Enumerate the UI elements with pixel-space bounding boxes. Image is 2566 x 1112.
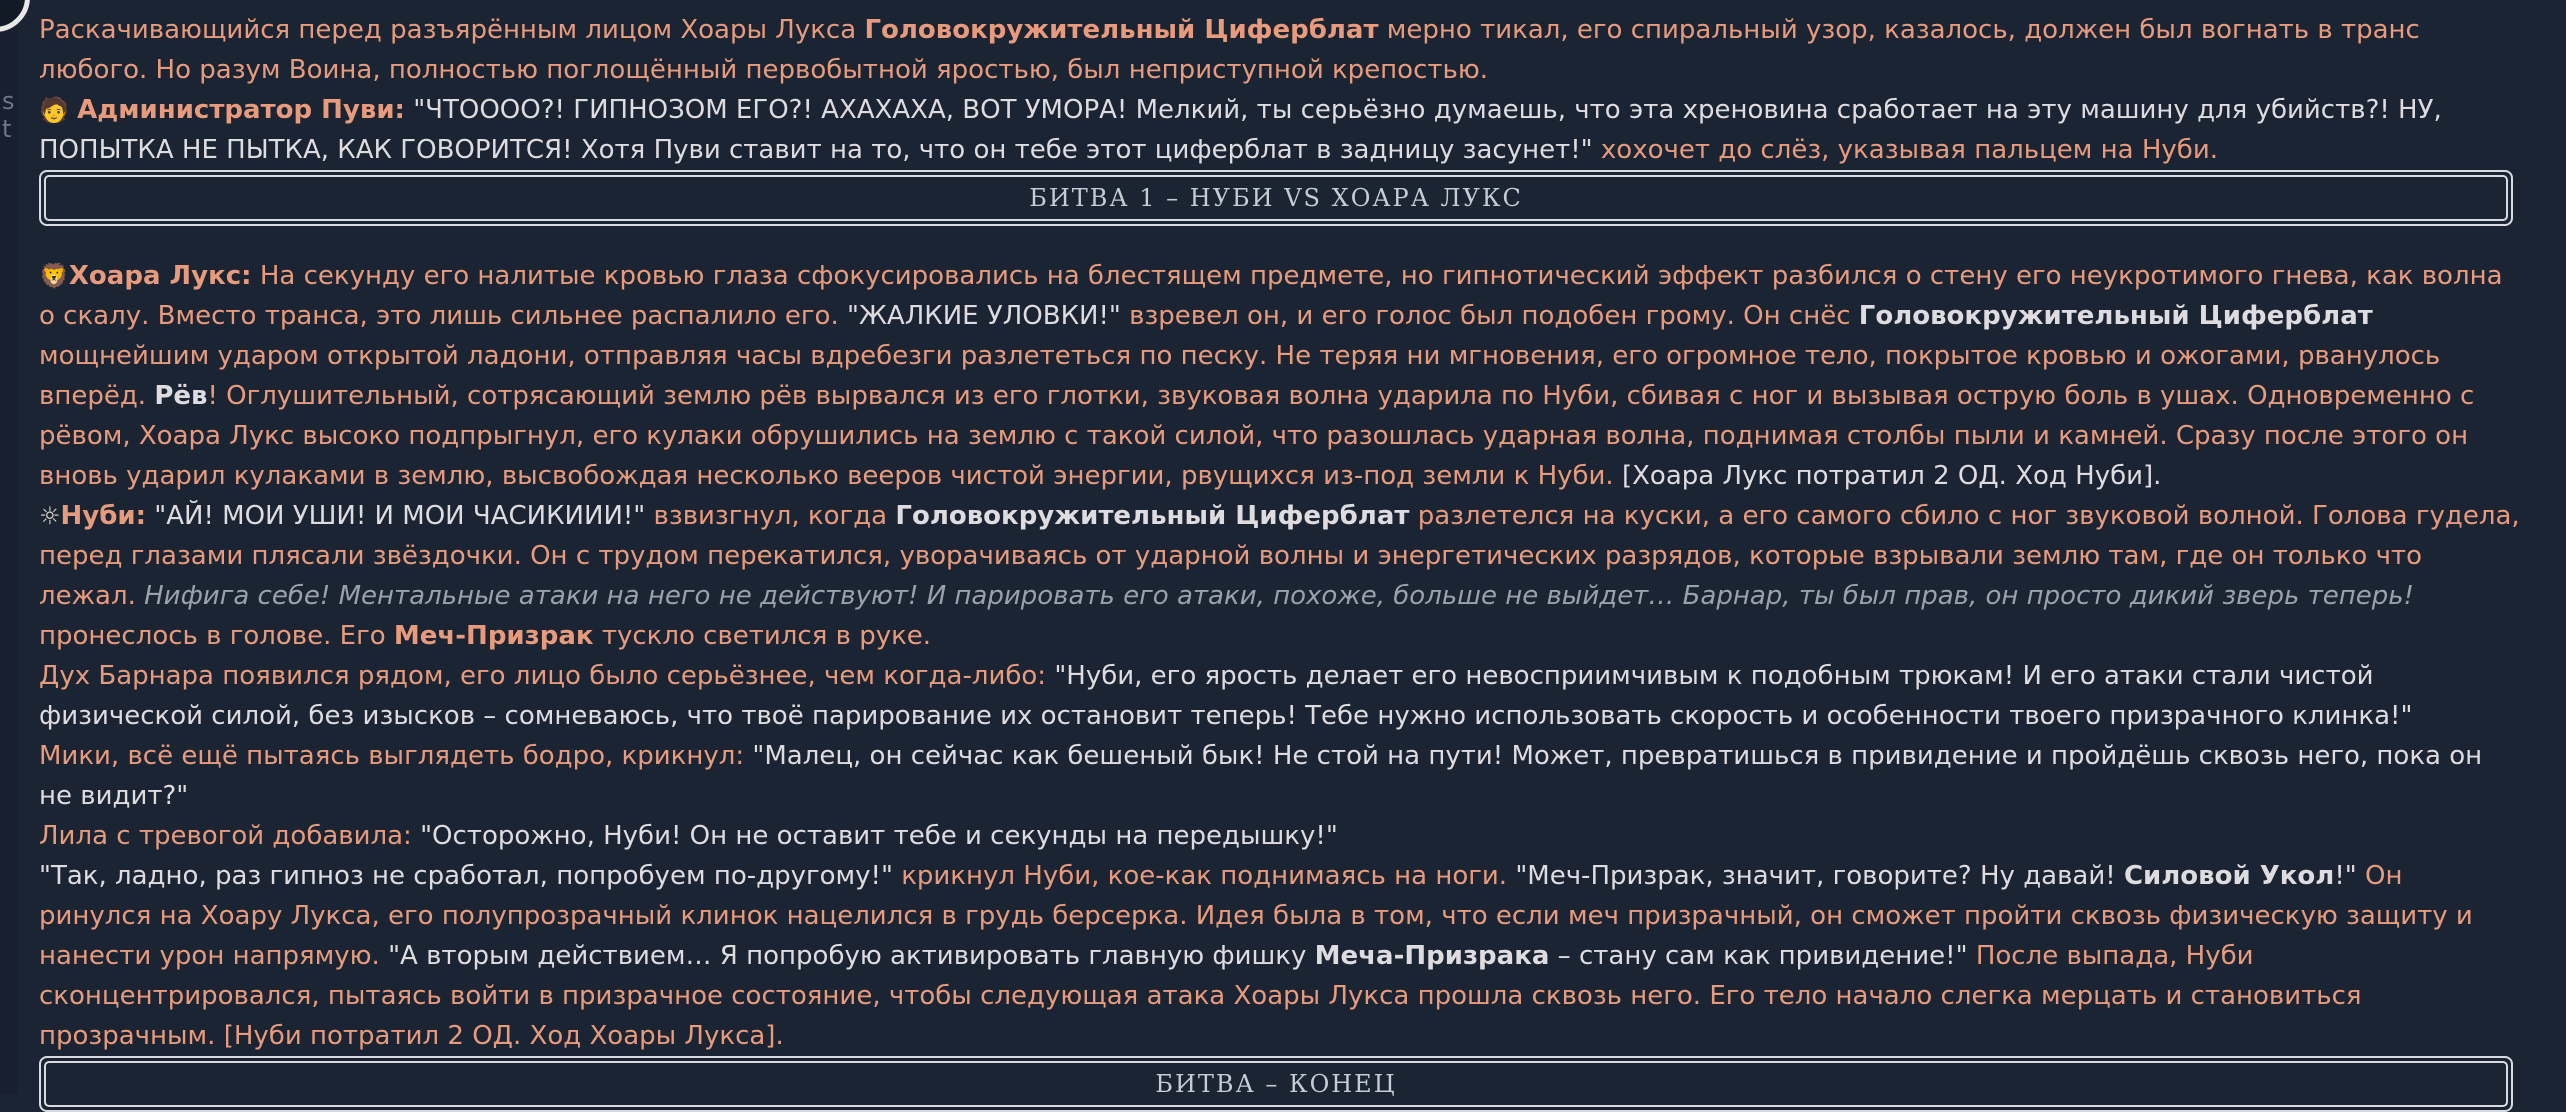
speech: – стану сам как привидение!" <box>1549 941 1968 971</box>
lion-emoji-icon: 🦁 <box>39 262 69 290</box>
item-name: Головокружительный Циферблат <box>895 501 1410 531</box>
battle-start-banner <box>39 170 2513 226</box>
text: На секунду его налитые кровью глаза сфокусировались на блестящем предмете, но гипнотический эффект разбился о стену его неукротимого гнева, как волна о скалу. Вместо транса, это лишь сильнее распалило его. <box>39 261 2503 331</box>
speech: "Нуби, его ярость делает его невосприимчивым к подобным трюкам! И его атаки стали чистой физической силой, без изысков – сомневаюсь, что твоё парирование их остановит теперь! Тебе нужно использовать скорость и особенности твоего призрачного клинка!" <box>39 661 2413 731</box>
text: Лила с тревогой добавила: <box>39 821 421 851</box>
text: Раскачивающийся перед разъярённым лицом Хоары Лукса <box>39 15 865 45</box>
speech: "Малец, он сейчас как бешеный бык! Не стой на пути! Может, превратишься в привидение и пройдёшь сквозь него, пока он не видит?" <box>39 741 2483 811</box>
paragraph-hoara-lux <box>39 256 2521 496</box>
speech: "ЖАЛКИЕ УЛОВКИ!" <box>846 301 1121 331</box>
battle-end-banner <box>39 1056 2513 1112</box>
action-points-note: [Хоара Лукс потратил 2 ОД. Ход Нуби]. <box>1621 461 2162 491</box>
banner-title: БИТВА – КОНЕЦ <box>1155 1070 1397 1098</box>
inner-thought: Нифига себе! Ментальные атаки на него не действуют! И парировать его атаки, похоже, больше не выйдет… Барнар, ты был прав, он просто дикий зверь теперь! <box>144 581 2414 611</box>
speech: "ЧТОООО?! ГИПНОЗОМ ЕГО?! АХАХАХА, ВОТ УМОРА! Мелкий, ты серьёзно думаешь, что эта хреновина сработает на эту машину для убийств?! НУ, ПОПЫТКА НЕ ПЫТКА, КАК ГОВОРИТСЯ! Хотя Пуви ставит на то, что он тебе этот циферблат в задницу засунет!" <box>39 95 2442 165</box>
skill-name: Силовой Укол <box>2123 861 2335 891</box>
text: пронеслось в голове. Его <box>39 621 394 651</box>
text: разлетелся на куски, а его самого сбило с ног звуковой волной. Голова гудела, перед глазами плясали звёздочки. Он с трудом перекатился, уворачиваясь от ударной волны и энергетических разрядов, которые взрывали землю там, где он только что лежал. <box>39 501 2520 611</box>
speech: "А вторым действием… Я попробую активировать главную фишку <box>388 941 1315 971</box>
text: тускло светился в руке. <box>593 621 932 651</box>
paragraph-narration-1 <box>39 10 2521 90</box>
text: Он ринулся на Хоару Лукса, его полупрозрачный клинок нацелился в грудь берсерка. Идея была в том, что если меч призрачный, он сможет пройти сквозь физическую защиту и нанести урон напрямую. <box>39 861 2473 971</box>
text: Мики, всё ещё пытаясь выглядеть бодро, крикнул: <box>39 741 753 771</box>
sidebar-strip <box>0 0 18 1094</box>
speech: "Меч-Призрак, значит, говорите? Ну давай! <box>1515 861 2124 891</box>
speech: "Осторожно, Нуби! Он не оставит тебе и секунды на передышку!" <box>420 821 1338 851</box>
action-points-note: [Нуби потратил 2 ОД. Ход Хоары Лукса]. <box>223 1021 784 1051</box>
text: крикнул Нуби, кое-как поднимаясь на ноги. <box>892 861 1516 891</box>
sidebar-cut-letter: t <box>2 115 12 143</box>
paragraph-nubi <box>39 496 2521 656</box>
text: ! Оглушительный, сотрясающий землю рёв вырвался из его глотки, звуковая волна ударила по Нуби, сбивая с ног и вызывая острую боль в ушах. Одновременно с рёвом, Хоара Лукс высоко подпрыгнул, его кулаки обрушились на землю с такой силой, что разошлась ударная волна, поднимая столбы пыли и камней. Сразу после этого он вновь ударил кулаками в землю, высвобождая несколько вееров чистой энергии, рвущихся из-под земли к Нуби. <box>39 381 2475 491</box>
speech: "Так, ладно, раз гипноз не сработал, попробуем по-другому!" <box>39 861 893 891</box>
item-name: Меча-Призрака <box>1314 941 1550 971</box>
text: После выпада, Нуби сконцентрировался, пытаясь войти в призрачное состояние, чтобы следующая атака Хоары Лукса прошла сквозь него. Его тело начало слегка мерцать и становиться прозрачным. <box>39 941 2362 1051</box>
text: хохочет до слёз, указывая пальцем на Нуби. <box>1592 135 2218 165</box>
text: Дух Барнара появился рядом, его лицо было серьёзнее, чем когда-либо: <box>39 661 1055 691</box>
speech: "АЙ! МОИ УШИ! И МОИ ЧАСИКИИИ!" <box>146 501 646 531</box>
paragraph-lila <box>39 816 2521 856</box>
banner-title: БИТВА 1 – НУБИ VS ХОАРА ЛУКС <box>1029 184 1523 212</box>
text: взревел он, и его голос был подобен грому. Он снёс <box>1120 301 1859 331</box>
speaker-name: Нуби: <box>60 501 146 531</box>
speaker-name: Администратор Пуви: <box>77 95 405 125</box>
chat-message-body <box>39 10 2521 1112</box>
text: мощнейшим ударом открытой ладони, отправляя часы вдребезги разлететься по песку. Не теряя ни мгновения, его огромное тело, покрытое кровью и ожогами, рванулось вперёд. <box>39 341 2441 411</box>
admin-emoji-icon: 🧑 <box>39 96 69 124</box>
speaker-name: Хоара Лукс: <box>68 261 252 291</box>
paragraph-nubi-action <box>39 856 2521 1056</box>
spacer <box>39 226 2521 256</box>
paragraph-miki <box>39 736 2521 816</box>
paragraph-barnar <box>39 656 2521 736</box>
skill-name: Рёв <box>154 381 208 411</box>
text: взвизгнул, когда <box>645 501 896 531</box>
item-name: Меч-Призрак <box>393 621 594 651</box>
text: мерно тикал, его спиральный узор, казалось, должен был вогнать в транс любого. Но разум Воина, полностью поглощённый первобытной яростью, был неприступной крепостью. <box>39 15 2420 85</box>
item-name: Головокружительный Циферблат <box>864 15 1379 45</box>
paragraph-admin-puvi <box>39 90 2521 170</box>
speech: !" <box>2334 861 2357 891</box>
sidebar-cut-letter: s <box>2 87 15 115</box>
item-name: Головокружительный Циферблат <box>1858 301 2373 331</box>
sun-emoji-icon: ☼ <box>39 502 61 530</box>
